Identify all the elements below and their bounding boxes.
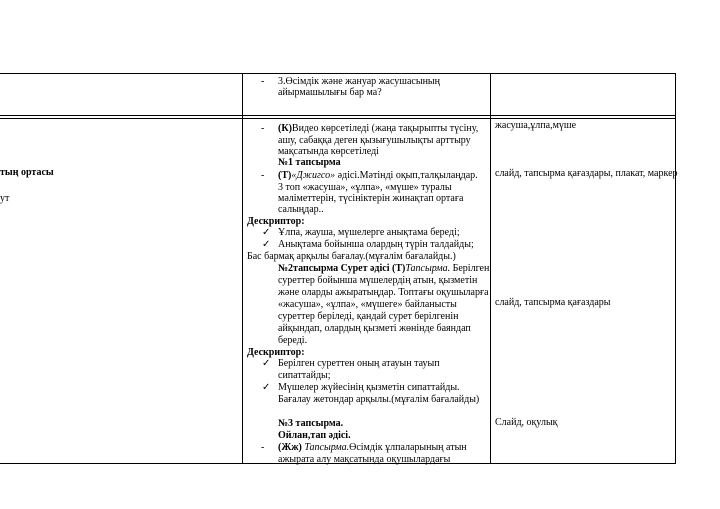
resource-3: слайд, тапсырма қағаздары — [495, 297, 611, 308]
task2-line-1: Берілген — [450, 263, 490, 274]
column-divider-middle — [490, 73, 491, 464]
pair-work-line-2: ажырата алу мақсатында оқушылардағы — [278, 454, 451, 465]
task2-label: Тапсырма. — [405, 263, 451, 274]
check-icon: ✓ — [262, 239, 271, 250]
resource-2: слайд, тапсырма қағаздары, плакат, маркер — [495, 168, 678, 179]
jigsaw-line-2: 3 топ «жасуша», «ұлпа», «мүше» туралы — [278, 182, 452, 193]
task2-line-3: және оларды ажыратыңдар. Топтағы оқушыларға — [278, 287, 489, 298]
descriptor1-item-2: Анықтама бойынша олардың түрін талдайды; — [278, 239, 474, 250]
descriptor-heading-2: Дескриптор: — [247, 347, 305, 358]
video-line-3: мақсатында көрсетіледі — [278, 146, 379, 157]
list-dash: - — [261, 123, 265, 134]
table-top-border — [0, 73, 676, 74]
row-divider-second — [0, 118, 676, 119]
pair-work-activity — [278, 442, 467, 454]
check-icon: ✓ — [262, 382, 271, 393]
jigsaw-line-3: мәліметтерін, түсініктерін жинақтап ортаға — [278, 193, 464, 204]
descriptor2-item-2-cont: Бағалау жетондар арқылы.(мұғалім бағалайды) — [278, 394, 480, 405]
video-line-2: ашу, сабаққа деген қызығушылықты арттыру — [278, 135, 471, 146]
row-divider — [0, 115, 676, 116]
column-divider-left — [242, 73, 243, 464]
task3-method: Ойлан,тап әдісі. — [278, 430, 351, 441]
assessment-1: Бас бармақ арқылы бағалау.(мұғалім бағалайды.) — [247, 251, 456, 262]
task3-title: №3 тапсырма. — [278, 418, 344, 429]
task2-line-5: суреттер беріледі, қандай сурет берілгенін — [278, 311, 459, 322]
video-activity — [278, 123, 478, 135]
jigsaw-activity — [278, 170, 478, 182]
jigsaw-line-1: әдісі.Мәтінді оқып,талқылаңдар. — [335, 170, 478, 181]
check-icon: ✓ — [262, 227, 271, 238]
column-divider-right — [675, 73, 676, 464]
stage-title-fragment: тың ортасы — [0, 167, 54, 178]
descriptor-heading-1: Дескриптор: — [247, 216, 305, 227]
pair-work-task: Тапсырма. — [301, 442, 350, 453]
pair-work-line-1: Өсімдік ұлпаларының атын — [349, 442, 467, 453]
list-dash: - — [261, 76, 265, 87]
task2-line-6: айқындап, олардың қызметі жөнінде баяндап — [278, 323, 471, 334]
check-icon: ✓ — [262, 358, 271, 369]
group-code-k: (К) — [278, 123, 292, 134]
descriptor2-item-1: Берілген суреттен оның атауын тауып — [278, 358, 440, 369]
group-code-t: (Т) — [278, 170, 292, 181]
task2-title — [278, 263, 489, 275]
task1-title: №1 тапсырма — [278, 157, 341, 168]
jigsaw-method: «Джигсо» — [291, 170, 336, 181]
task2-heading: №2тапсырма Сурет әдісі (Т) — [278, 263, 406, 274]
descriptor1-item-1: Ұлпа, жауша, мүшелерге анықтама береді; — [278, 227, 460, 238]
list-dash: - — [261, 170, 265, 181]
resource-1: жасуша,ұлпа,мүше — [495, 120, 577, 131]
task2-line-7: береді. — [278, 335, 308, 346]
descriptor2-item-1-cont: сипаттайды; — [278, 370, 331, 381]
resource-4: Слайд, оқулық — [495, 417, 558, 428]
task2-line-2: суреттер бойынша мүшелердің атын, қызметін — [278, 275, 478, 286]
question-item: 3.Өсімдік және жануар жасушасының — [278, 76, 441, 87]
list-dash: - — [261, 442, 265, 453]
task2-line-4: «жасуша», «ұлпа», «мүшеге» байланысты — [278, 299, 457, 310]
group-code-zhzh: (Жж) — [278, 442, 302, 453]
jigsaw-line-4: салыңдар.. — [278, 204, 324, 215]
video-line-1: Видео көрсетіледі (жаңа тақырыпты түсіну, — [291, 123, 479, 134]
stage-time-fragment: ут — [0, 193, 10, 204]
question-item-cont: айырмашылығы бар ма? — [278, 87, 382, 98]
descriptor2-item-2: Мүшелер жүйесінің қызметін сипаттайды. — [278, 382, 460, 393]
